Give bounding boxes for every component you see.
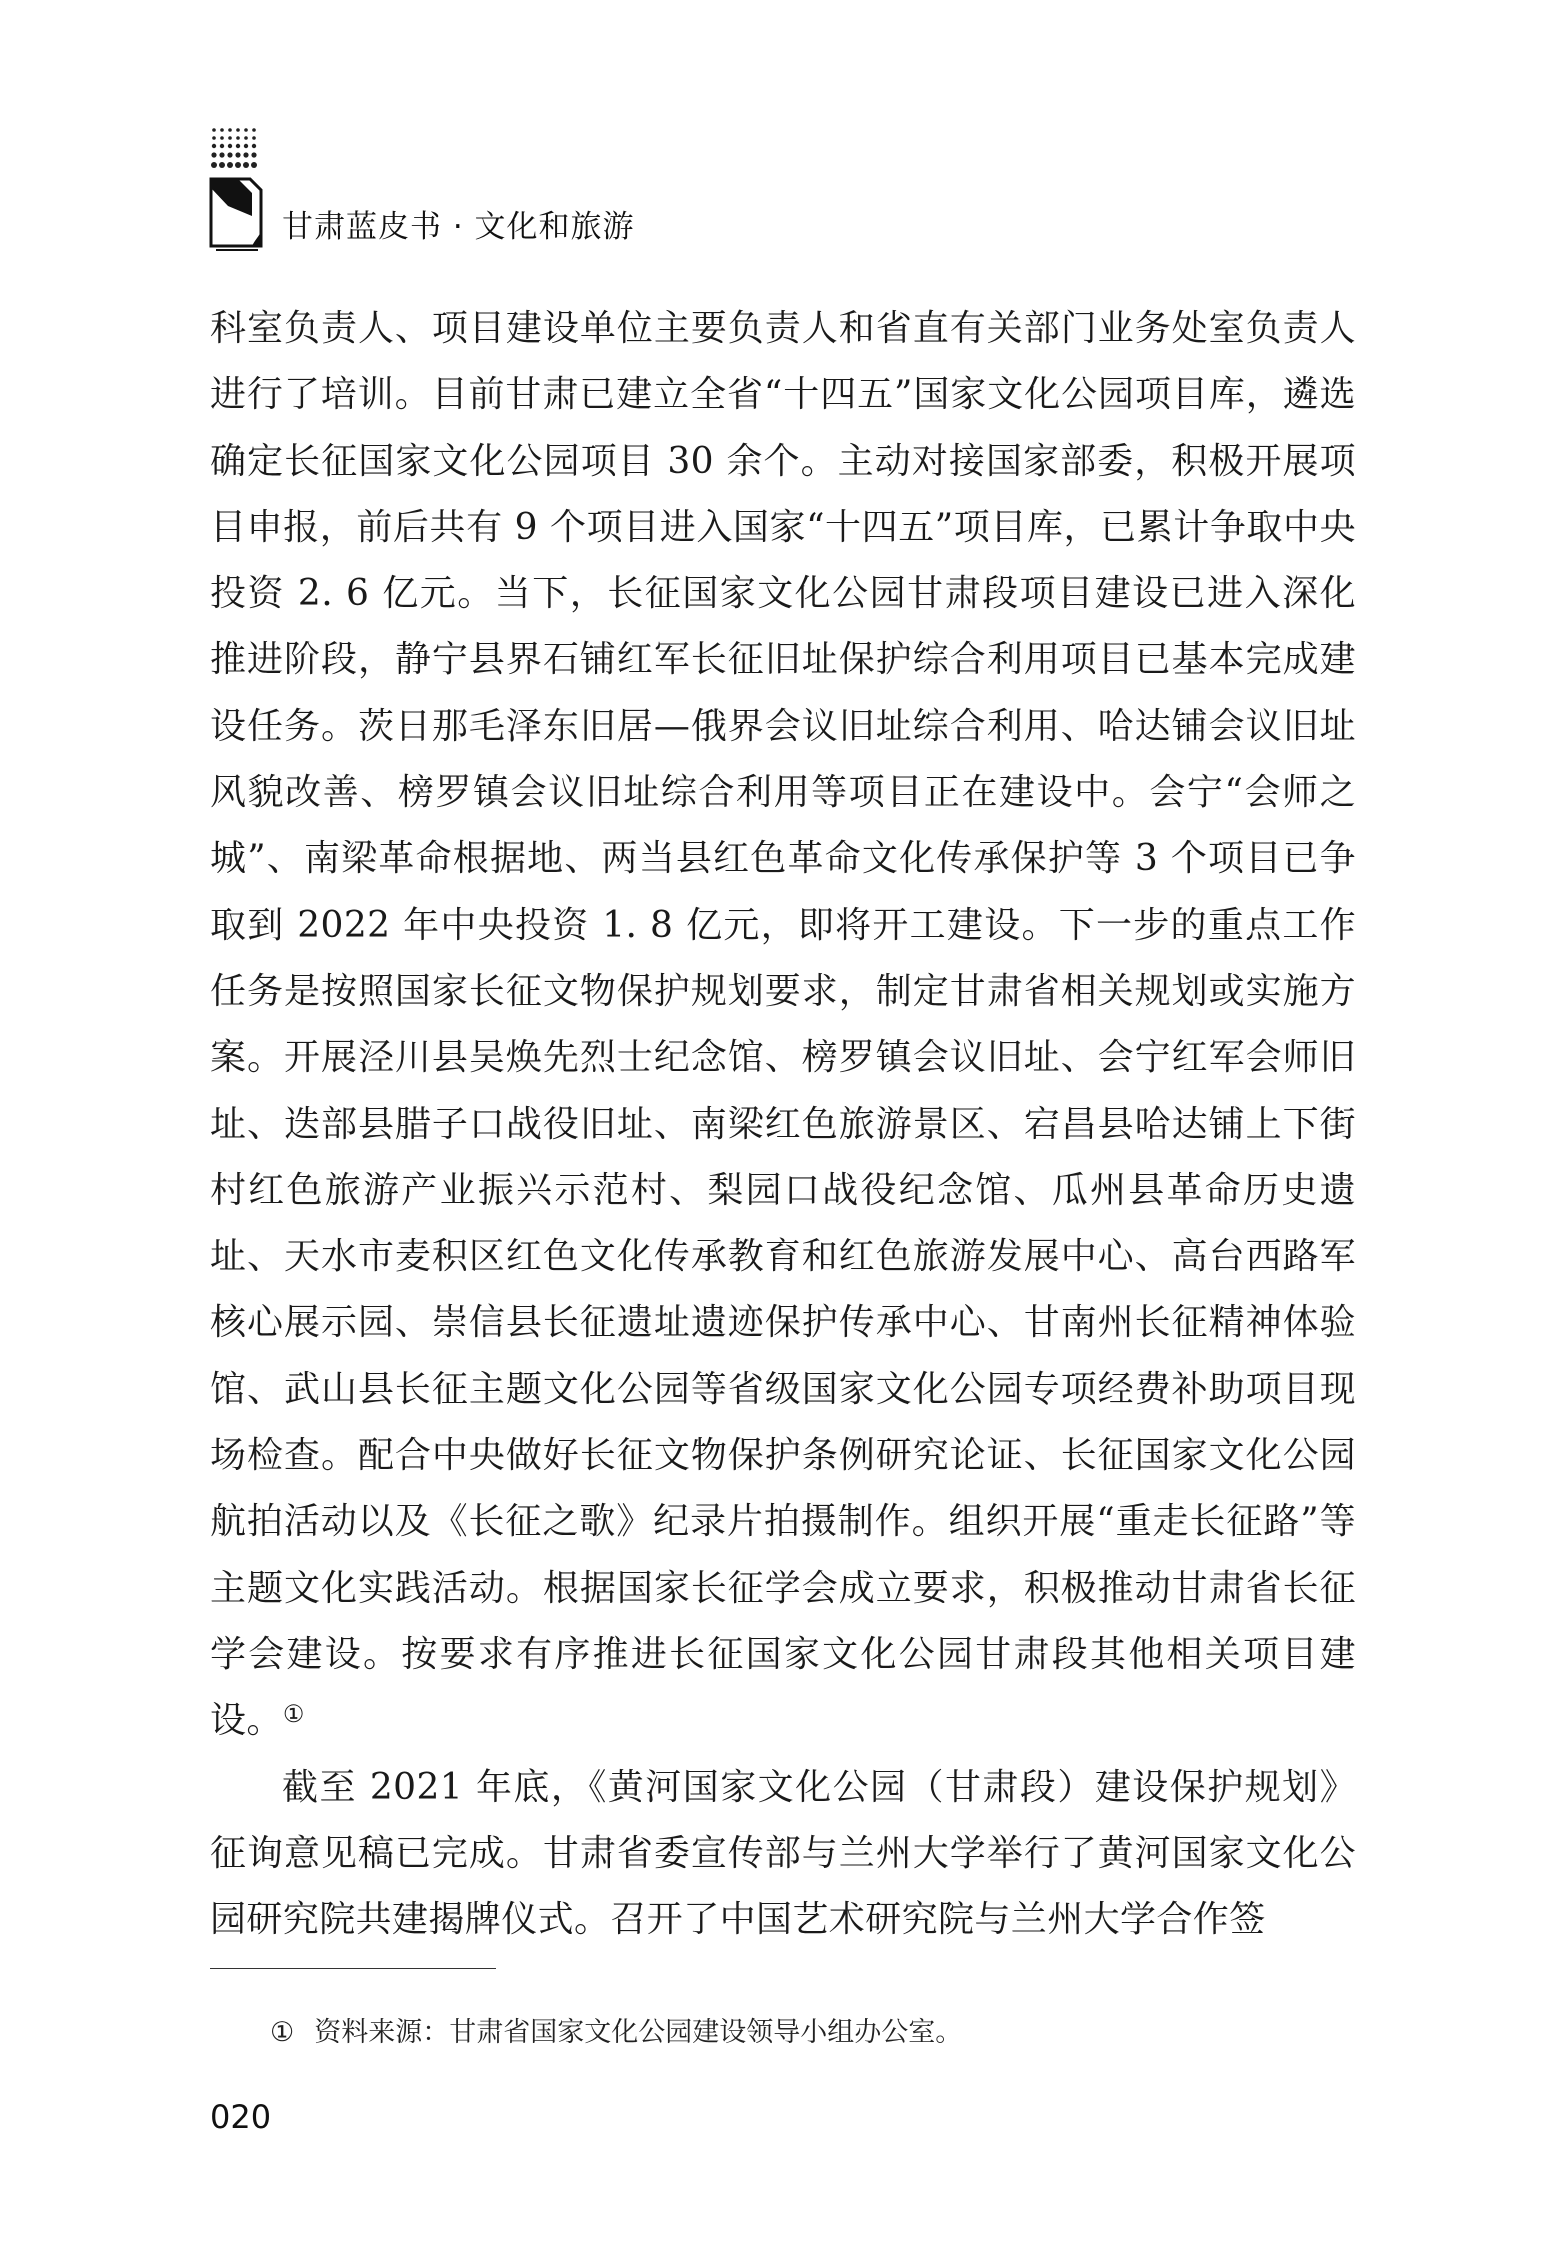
page-corner-icon [208, 176, 264, 254]
page-number: 020 [210, 2098, 272, 2136]
paragraph-1-text: 科室负责人、项目建设单位主要负责人和省直有关部门业务处室负责人进行了培训。目前甘肃已建立全省“十四五”国家文化公园项目库，遴选确定长征国家文化公园项目 30 余个。主动对接国家部委，积极开展项目申报，前后共有 9 个项目进入国家“十四五”项目库，已累计争取中央投资 2. 6 亿元。当下，长征国家文化公园甘肃段项目建设已进入深化推进阶段，静宁县界石铺红军长征旧址保护综合利用项目已基本完成建设任务。茨日那毛泽东旧居—俄界会议旧址综合利用、哈达铺会议旧址风貌改善、榜罗镇会议旧址综合利用等项目正在建设中。会宁“会师之城”、南梁革命根据地、两当县红色革命文化传承保护等 3 个项目已争取到 2022 年中央投资 1. 8 亿元，即将开工建设。下一步的重点工作任务是按照国家长征文物保护规划要求，制定甘肃省相关规划或实施方案。开展泾川县吴焕先烈士纪念馆、榜罗镇会议旧址、会宁红军会师旧址、迭部县腊子口战役旧址、南梁红色旅游景区、宕昌县哈达铺上下街村红色旅游产业振兴示范村、梨园口战役纪念馆、瓜州县革命历史遗址、天水市麦积区红色文化传承教育和红色旅游发展中心、高台西路军核心展示园、崇信县长征遗址遗迹保护传承中心、甘南州长征精神体验馆、武山县长征主题文化公园等省级国家文化公园专项经费补助项目现场检查。配合中央做好长征文物保护条例研究论证、长征国家文化公园航拍活动以及《长征之歌》纪录片拍摄制作。组织开展“重走长征路”等主题文化实践活动。根据国家长征学会成立要求，积极推动甘肃省长征学会建设。按要求有序推进长征国家文化公园甘肃段其他相关项目建设。 [210, 308, 1356, 1742]
footnote-number: ① [270, 2017, 295, 2048]
footnote-reference: ① [282, 1700, 305, 1729]
footnote-divider [210, 1968, 496, 1969]
paragraph-1 [210, 296, 1356, 1755]
header-dots-ornament [210, 126, 262, 170]
paragraph-2: 截至 2021 年底，《黄河国家文化公园（甘肃段）建设保护规划》征询意见稿已完成。甘肃省委宣传部与兰州大学举行了黄河国家文化公园研究院共建揭牌仪式。召开了中国艺术研究院与兰州大学合作签 [210, 1766, 1356, 1941]
body-text [210, 296, 1356, 1953]
book-title: 甘肃蓝皮书 · 文化和旅游 [282, 209, 635, 245]
footnote-text: 资料来源：甘肃省国家文化公园建设领导小组办公室。 [314, 2017, 963, 2048]
footnote [270, 2010, 962, 2049]
